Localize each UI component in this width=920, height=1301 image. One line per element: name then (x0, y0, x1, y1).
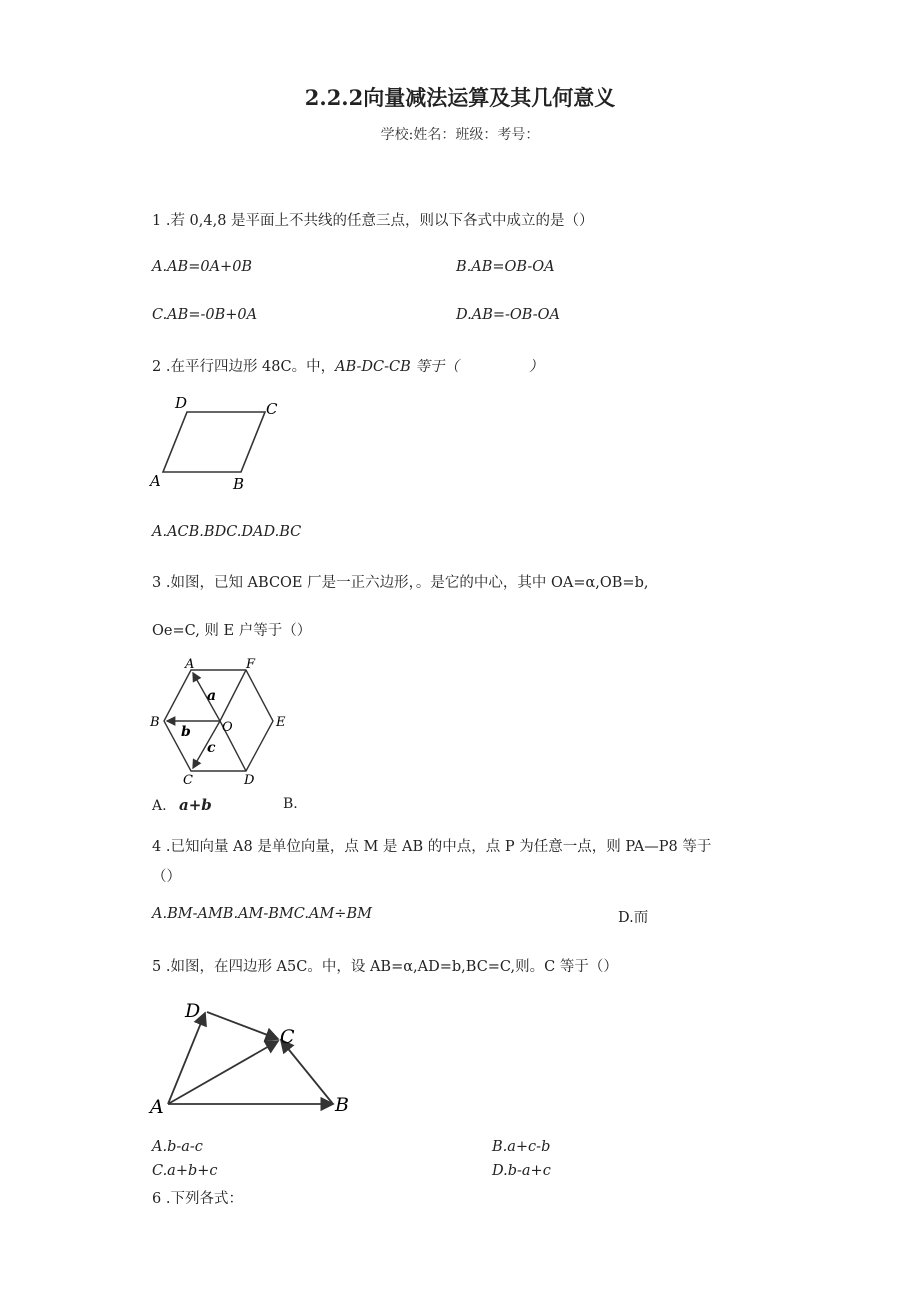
vector-ac-arrow (168, 1041, 278, 1104)
question-5-quadrilateral-figure (145, 992, 365, 1122)
vertex-label-e: E (276, 715, 286, 730)
question-5-option-d: D.b-a+c (492, 1163, 551, 1179)
question-6-stem: 6 .下列各式： (152, 1191, 243, 1207)
vertex-label-b: B (150, 715, 160, 730)
question-3-option-b: B. (283, 796, 298, 812)
vertex-label-a: A (150, 1096, 164, 1118)
question-1-stem: 1 .若 0,4,8 是平面上不共线的任意三点，则以下各式中成立的是（） (152, 213, 594, 229)
question-1-option-d: D.AB=-OB-OA (456, 307, 560, 323)
question-4-option-d: D.而 (618, 910, 649, 926)
segment-of (220, 670, 246, 721)
question-2-parallelogram-figure (145, 388, 295, 498)
question-3-option-a-expr: a+b (179, 796, 212, 814)
vertex-label-d: D (244, 773, 255, 788)
question-4-stem-line-1: 4 .已知向量 A8 是单位向量，点 M 是 AB 的中点，点 P 为任意一点，则 PA—P8 等于 (152, 839, 712, 855)
vector-ad-arrow (168, 1013, 205, 1104)
center-label-o: O (222, 720, 233, 735)
question-1-option-b: B.AB=OB-OA (456, 259, 555, 275)
vector-bc-arrow (281, 1040, 333, 1104)
question-5-option-a: A.b-a-c (152, 1139, 203, 1155)
question-1-option-a: A.AB=0A+0B (152, 259, 253, 275)
page-title: 2.2.2向量减法运算及其几何意义 (304, 85, 616, 110)
vertex-label-c: C (183, 773, 193, 788)
question-3-option-a (152, 796, 212, 814)
vertex-label-a: A (185, 657, 195, 672)
vertex-label-b: B (233, 475, 245, 493)
question-3-stem-line-2: Oe=C, 则 E 户等于（） (152, 623, 312, 639)
question-2-stem-text: 2 .在平行四边形 48C。中， (152, 359, 336, 375)
question-3-option-a-prefix: A. (152, 798, 167, 814)
vector-label-b: b (181, 724, 191, 740)
parallelogram-shape (163, 412, 265, 472)
question-5-option-b: B.a+c-b (492, 1139, 551, 1155)
vertex-label-b: B (335, 1094, 349, 1116)
question-5-stem: 5 .如图，在四边形 A5C。中，设 AB=α,AD=b,BC=C,则。C 等于（） (152, 959, 618, 975)
vector-dc-arrow (207, 1012, 278, 1039)
student-info-line: 学校:姓名：班级：考号： (380, 127, 540, 143)
vector-label-c: c (207, 740, 216, 756)
vertex-label-d: D (175, 394, 188, 412)
question-3-stem-line-1: 3 .如图，已知 ABCOE 厂是一正六边形，。是它的中心，其中 OA=α,OB=b, (152, 575, 649, 591)
vertex-label-c: C (280, 1026, 295, 1048)
vertex-label-d: D (185, 1000, 201, 1022)
question-2-stem-math: AB-DC-CB 等于（ (335, 359, 459, 375)
question-1-option-c: C.AB=-0B+0A (152, 307, 258, 323)
vertex-label-f: F (246, 657, 256, 672)
question-2-stem-close: ） (528, 359, 544, 375)
vector-label-a: a (207, 688, 217, 704)
question-3-hexagon-figure (145, 654, 305, 788)
question-2-stem (152, 355, 543, 376)
vertex-label-a: A (150, 472, 161, 490)
question-5-option-c: C.a+b+c (152, 1163, 218, 1179)
question-4-options: A.BM-AMB.AM-BMC.AM÷BM (152, 906, 372, 922)
question-4-stem-line-2: （） (152, 869, 181, 885)
vertex-label-c: C (266, 400, 278, 418)
question-2-options: A.ACB.BDC.DAD.BC (152, 524, 302, 540)
